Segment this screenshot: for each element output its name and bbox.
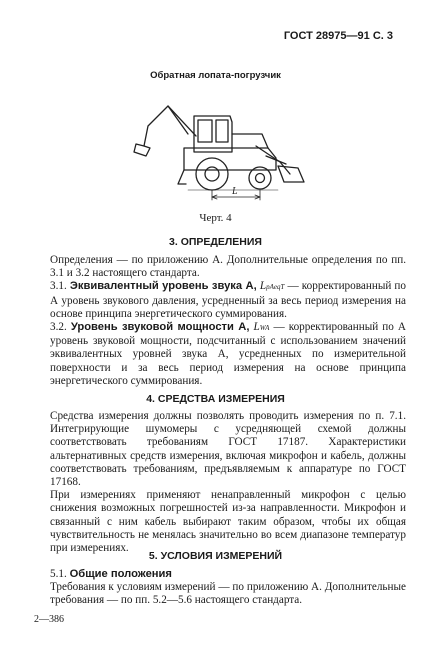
paragraph-3-1-term: Эквивалентный уровень звука А, bbox=[69, 280, 257, 293]
page-header: ГОСТ 28975—91 С. 3 bbox=[283, 30, 393, 42]
paragraph-3-2-text: — корректированный по А уровень звуковой мощности, подсчитанный с использованием значений эквивалентных уровней звука А, усредненных по измерительной поверхности и за весь период измерения на основе принципа энергетического суммирования. bbox=[50, 321, 407, 387]
section-4-body bbox=[34, 410, 406, 555]
figure-caption: Черт. 4 bbox=[199, 212, 232, 224]
paragraph-3-2-term: Уровень звуковой мощности А, bbox=[70, 321, 250, 334]
section-4-paragraph-1: Средства измерения должны позволять проводить измерения по п. 7.1. Интегрирующие шумомеры с усредняющей схемой должны соответствовать требованиям ГОСТ 17187. Характеристики альтернативных средств измерения, включая микрофон и кабель, должны соответствовать требованиям, предъявляемым к аппаратуре по ГОСТ 17168. bbox=[50, 410, 406, 489]
paragraph-3-1 bbox=[34, 280, 406, 321]
section-5-heading: 5. УСЛОВИЯ ИЗМЕРЕНИЙ bbox=[148, 550, 283, 562]
paragraph-5-1-text: Требования к условиям измерений — по приложению А. Дополнительные требования — по пп. 5.2—5.6 настоящего стандарта. bbox=[50, 581, 406, 607]
paragraph-3-2-subscript: WA bbox=[259, 324, 270, 333]
paragraph-3-1-subscript: pAeqT bbox=[266, 283, 285, 292]
paragraph-5-1-number: 5.1. bbox=[50, 568, 67, 580]
section-3-intro: Определения — по приложению А. Дополнительные определения по пп. 3.1 и 3.2 настоящего стандарта. bbox=[50, 254, 406, 280]
figure-title: Обратная лопата-погрузчик bbox=[150, 70, 281, 81]
section-3-body bbox=[34, 254, 406, 388]
paragraph-3-1-number: 3.1. bbox=[50, 280, 67, 293]
paragraph-3-2 bbox=[34, 321, 406, 388]
page-footer-code: 2—386 bbox=[34, 614, 64, 625]
section-3-heading: 3. ОПРЕДЕЛЕНИЯ bbox=[169, 236, 262, 248]
paragraph-3-2-symbol: L bbox=[253, 321, 260, 334]
paragraph-3-2-number: 3.2. bbox=[50, 321, 67, 334]
dimension-label: L bbox=[232, 186, 238, 197]
section-4-paragraph-2: При измерениях применяют ненаправленный микрофон с целью снижения возможных погрешностей из-за направленности. Микрофон и связанный с ним кабель выбирают таким образом, чтобы их общая чувствительность не менялась значительно во всем диапазоне температур при измерениях. bbox=[50, 489, 406, 555]
section-5-body bbox=[34, 568, 406, 608]
section-4-heading: 4. СРЕДСТВА ИЗМЕРЕНИЯ bbox=[146, 393, 285, 405]
paragraph-5-1-heading bbox=[34, 568, 406, 581]
paragraph-5-1-term: Общие положения bbox=[69, 568, 172, 580]
paragraph-3-1-symbol: L bbox=[259, 280, 267, 293]
backhoe-loader-drawing bbox=[128, 86, 308, 214]
paragraph-3-1-text: — корректированный по А уровень звукового давления, усредненный за весь период измерения на основе принципа энергетического суммирования. bbox=[50, 280, 407, 320]
